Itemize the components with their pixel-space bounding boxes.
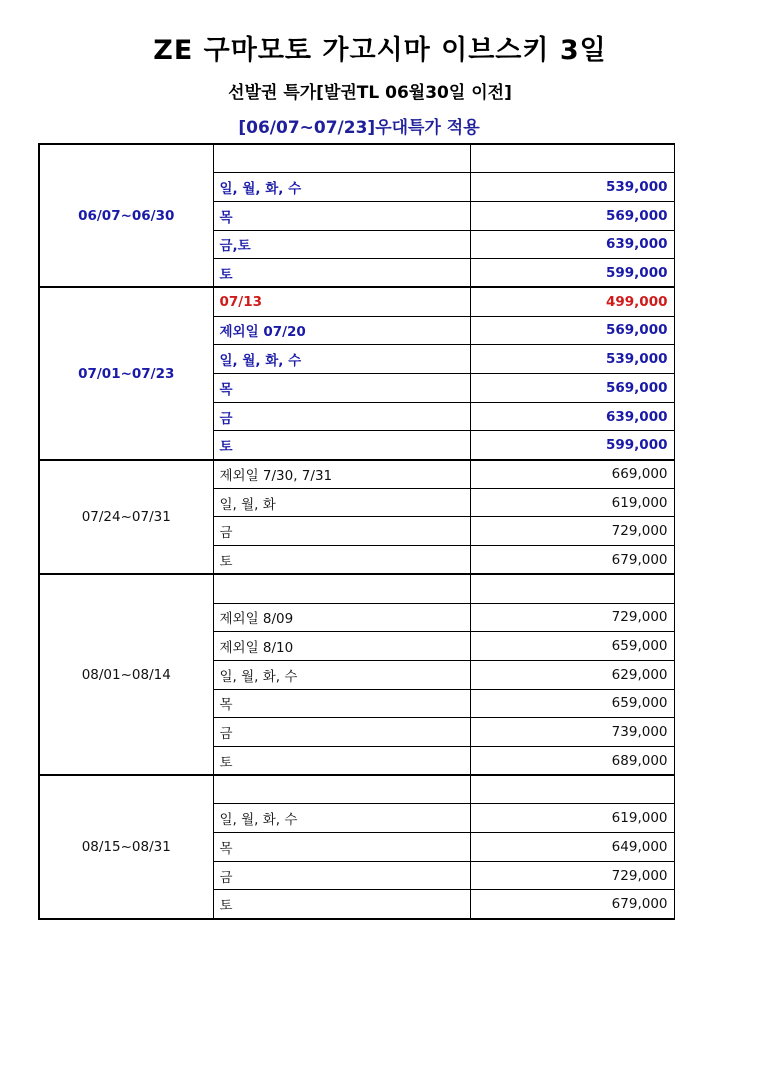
day-cell: 목 <box>213 833 470 862</box>
day-cell: 토 <box>213 746 470 775</box>
day-cell: 일, 월, 화, 수 <box>213 173 470 202</box>
table-row <box>39 287 674 316</box>
price-cell: 569,000 <box>470 201 674 230</box>
price-cell: 659,000 <box>470 689 674 718</box>
table-row <box>39 144 674 173</box>
period-cell: 06/07~06/30 <box>39 144 213 287</box>
price-cell: 539,000 <box>470 345 674 374</box>
price-cell: 619,000 <box>470 488 674 517</box>
day-cell <box>213 144 470 173</box>
price-cell: 679,000 <box>470 546 674 575</box>
price-table <box>38 143 675 920</box>
price-cell: 619,000 <box>470 804 674 833</box>
day-cell: 제외일 8/10 <box>213 632 470 661</box>
price-cell: 729,000 <box>470 603 674 632</box>
day-cell <box>213 775 470 804</box>
page-subtitle: 선발권 특가[발권TL 06월30일 이전] <box>228 83 512 103</box>
day-cell: 제외일 8/09 <box>213 603 470 632</box>
day-cell: 목 <box>213 201 470 230</box>
price-cell <box>470 574 674 603</box>
day-cell: 목 <box>213 374 470 403</box>
day-cell <box>213 574 470 603</box>
day-cell: 제외일 07/20 <box>213 316 470 345</box>
day-cell: 토 <box>213 431 470 460</box>
price-cell: 639,000 <box>470 230 674 259</box>
day-cell: 일, 월, 화, 수 <box>213 804 470 833</box>
period-cell: 08/15~08/31 <box>39 775 213 918</box>
price-cell: 499,000 <box>470 287 674 316</box>
table-row <box>39 775 674 804</box>
price-cell: 599,000 <box>470 259 674 288</box>
day-cell: 토 <box>213 259 470 288</box>
price-cell: 539,000 <box>470 173 674 202</box>
price-cell: 729,000 <box>470 517 674 546</box>
day-cell: 일, 월, 화 <box>213 488 470 517</box>
day-cell: 금 <box>213 861 470 890</box>
price-cell <box>470 775 674 804</box>
day-cell: 일, 월, 화, 수 <box>213 345 470 374</box>
price-cell: 599,000 <box>470 431 674 460</box>
day-cell: 금 <box>213 517 470 546</box>
price-cell: 569,000 <box>470 316 674 345</box>
day-cell: 금 <box>213 402 470 431</box>
day-cell: 제외일 7/30, 7/31 <box>213 460 470 489</box>
price-table-body <box>39 144 674 919</box>
price-cell: 649,000 <box>470 833 674 862</box>
day-cell: 금 <box>213 718 470 747</box>
table-row <box>39 460 674 489</box>
period-cell: 08/01~08/14 <box>39 574 213 775</box>
day-cell: 목 <box>213 689 470 718</box>
discount-note: [06/07~07/23]우대특가 적용 <box>238 118 480 138</box>
price-cell: 639,000 <box>470 402 674 431</box>
price-cell: 569,000 <box>470 374 674 403</box>
page-title: ZE 구마모토 가고시마 이브스키 3일 <box>153 35 607 66</box>
day-cell: 07/13 <box>213 287 470 316</box>
price-cell: 659,000 <box>470 632 674 661</box>
day-cell: 토 <box>213 546 470 575</box>
day-cell: 금,토 <box>213 230 470 259</box>
day-cell: 토 <box>213 890 470 919</box>
price-cell: 689,000 <box>470 746 674 775</box>
price-cell: 729,000 <box>470 861 674 890</box>
day-cell: 일, 월, 화, 수 <box>213 660 470 689</box>
period-cell: 07/01~07/23 <box>39 287 213 459</box>
price-cell: 739,000 <box>470 718 674 747</box>
price-cell <box>470 144 674 173</box>
price-cell: 679,000 <box>470 890 674 919</box>
price-cell: 629,000 <box>470 660 674 689</box>
price-cell: 669,000 <box>470 460 674 489</box>
table-row <box>39 574 674 603</box>
period-cell: 07/24~07/31 <box>39 460 213 575</box>
